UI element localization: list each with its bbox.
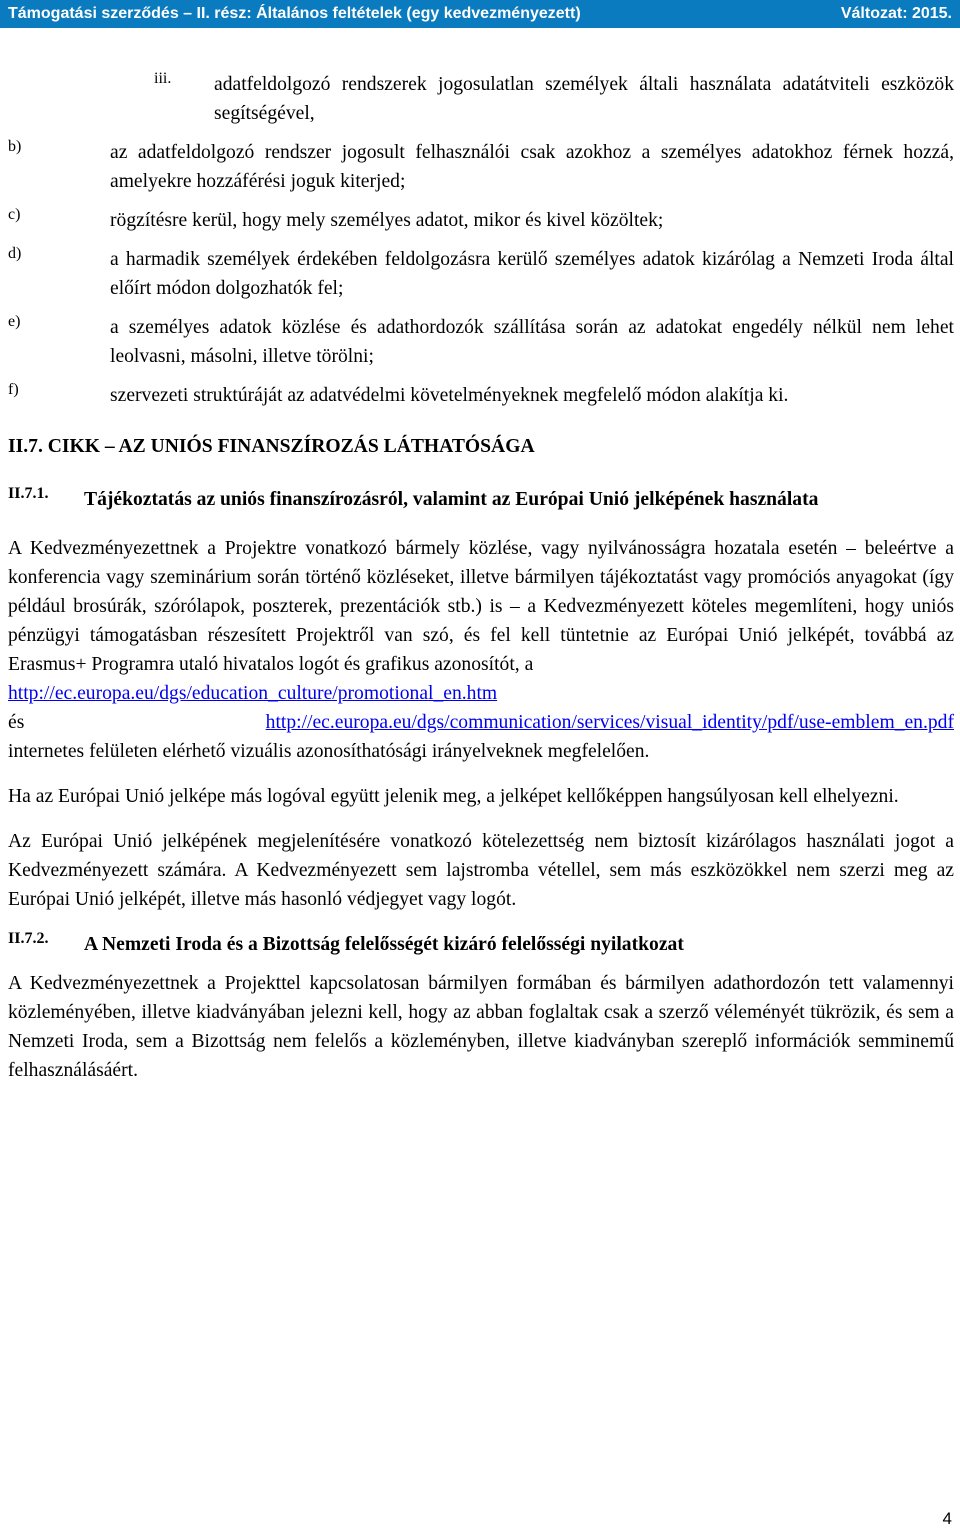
- section-heading: [8, 485, 954, 514]
- paragraph: A Kedvezményezettnek a Projektre vonatkozó bármely közlése, vagy nyilvánosságra hozatala esetén – beleértve a konferencia vagy szeminárium során történő közléseket, illetve bármilyen tájékoztatást vagy promóciós anyagokat (így például brosúrák, szórólapok, poszterek, prezentációk stb.) is – a Kedvezményezett köteles megemlíteni, hogy uniós pénzügyi támogatásban részesített Projektről van szó, és fel kell tüntetnie az Európai Unió jelképét, továbbá az Erasmus+ Programra utaló hivatalos logót és grafikus azonosítót, a: [8, 538, 954, 675]
- list-item-text: szervezeti struktúráját az adatvédelmi követelményeknek megfelelő módon alakítja ki.: [110, 385, 789, 406]
- list-item-text: az adatfeldolgozó rendszer jogosult felhasználói csak azokhoz a személyes adatokhoz férnek hozzá, amelyekre hozzáférési joguk kiterjed;: [110, 142, 954, 192]
- header-version: Változat: 2015.: [840, 5, 952, 22]
- promotional-link[interactable]: http://ec.europa.eu/dgs/education_culture/promotional_en.htm: [8, 683, 498, 704]
- list-item: [8, 138, 954, 196]
- list-item: [8, 206, 954, 235]
- page-number: 4: [942, 1509, 952, 1528]
- list-item-label: b): [8, 138, 22, 155]
- link-line: [8, 679, 954, 708]
- paragraph: Az Európai Unió jelképének megjelenítésére vonatkozó kötelezettség nem biztosít kizárólagos használati jogot a Kedvezményezett számára. A Kedvezményezett sem lajstromba vétellel, sem más eszközökkel nem szerzi meg az Európai Unió jelképét, illetve más hasonló védjegyet vagy logót.: [8, 831, 954, 910]
- list-item-label: iii.: [154, 70, 172, 87]
- emblem-link[interactable]: http://ec.europa.eu/dgs/communication/services/visual_identity/pdf/use-emblem_en.pdf: [265, 712, 954, 733]
- list-item: [8, 313, 954, 371]
- list-item-label: f): [8, 381, 19, 398]
- section-number: II.7.1.: [8, 485, 49, 502]
- link-line: [8, 708, 954, 737]
- article-heading: II.7. CIKK – AZ UNIÓS FINANSZÍROZÁS LÁTHATÓSÁGA: [8, 436, 535, 457]
- list-item-label: d): [8, 245, 22, 262]
- section-number: II.7.2.: [8, 930, 49, 947]
- section-title: A Nemzeti Iroda és a Bizottság felelősségét kizáró felelősségi nyilatkozat: [84, 934, 684, 955]
- paragraph: internetes felületen elérhető vizuális azonosíthatósági irányelveknek megfelelően.: [8, 741, 650, 762]
- list-item: [8, 245, 954, 303]
- section-title: Tájékoztatás az uniós finanszírozásról, valamint az Európai Unió jelképének használata: [84, 489, 819, 510]
- document-body: [8, 70, 954, 1085]
- list-item-label: c): [8, 206, 21, 223]
- section-heading: [8, 930, 954, 959]
- list-item: [8, 70, 954, 128]
- header-title: Támogatási szerződés – II. rész: Általános feltételek (egy kedvezményezett): [8, 5, 581, 22]
- list-item-text: a harmadik személyek érdekében feldolgozásra kerülő személyes adatok kizárólag a Nemzeti Iroda által előírt módon dolgozhatók fel;: [110, 249, 954, 299]
- and-word: és: [8, 712, 25, 733]
- paragraph: Ha az Európai Unió jelképe más logóval együtt jelenik meg, a jelképet kellőképpen hangsúlyosan kell elhelyezni.: [8, 786, 899, 807]
- list-item-text: a személyes adatok közlése és adathordozók szállítása során az adatokat engedély nélkül nem lehet leolvasni, másolni, illetve törölni;: [110, 317, 954, 367]
- list-item-label: e): [8, 313, 21, 330]
- list-item-text: rögzítésre kerül, hogy mely személyes adatot, mikor és kivel közöltek;: [110, 210, 664, 231]
- paragraph: A Kedvezményezettnek a Projekttel kapcsolatosan bármilyen formában és bármilyen adathordozón tett valamennyi közleményében, illetve kiadványában jelezni kell, hogy az abban foglaltak csak a szerző véleményét tükrözik, és sem a Nemzeti Iroda, sem a Bizottság nem felelős a közleményben, illetve kiadványban szereplő információk semminemű felhasználásáért.: [8, 973, 954, 1081]
- page-header: [0, 0, 960, 28]
- list-item: [8, 381, 954, 410]
- list-item-text: adatfeldolgozó rendszerek jogosulatlan személyek általi használata adatátviteli eszközök segítségével,: [214, 74, 954, 124]
